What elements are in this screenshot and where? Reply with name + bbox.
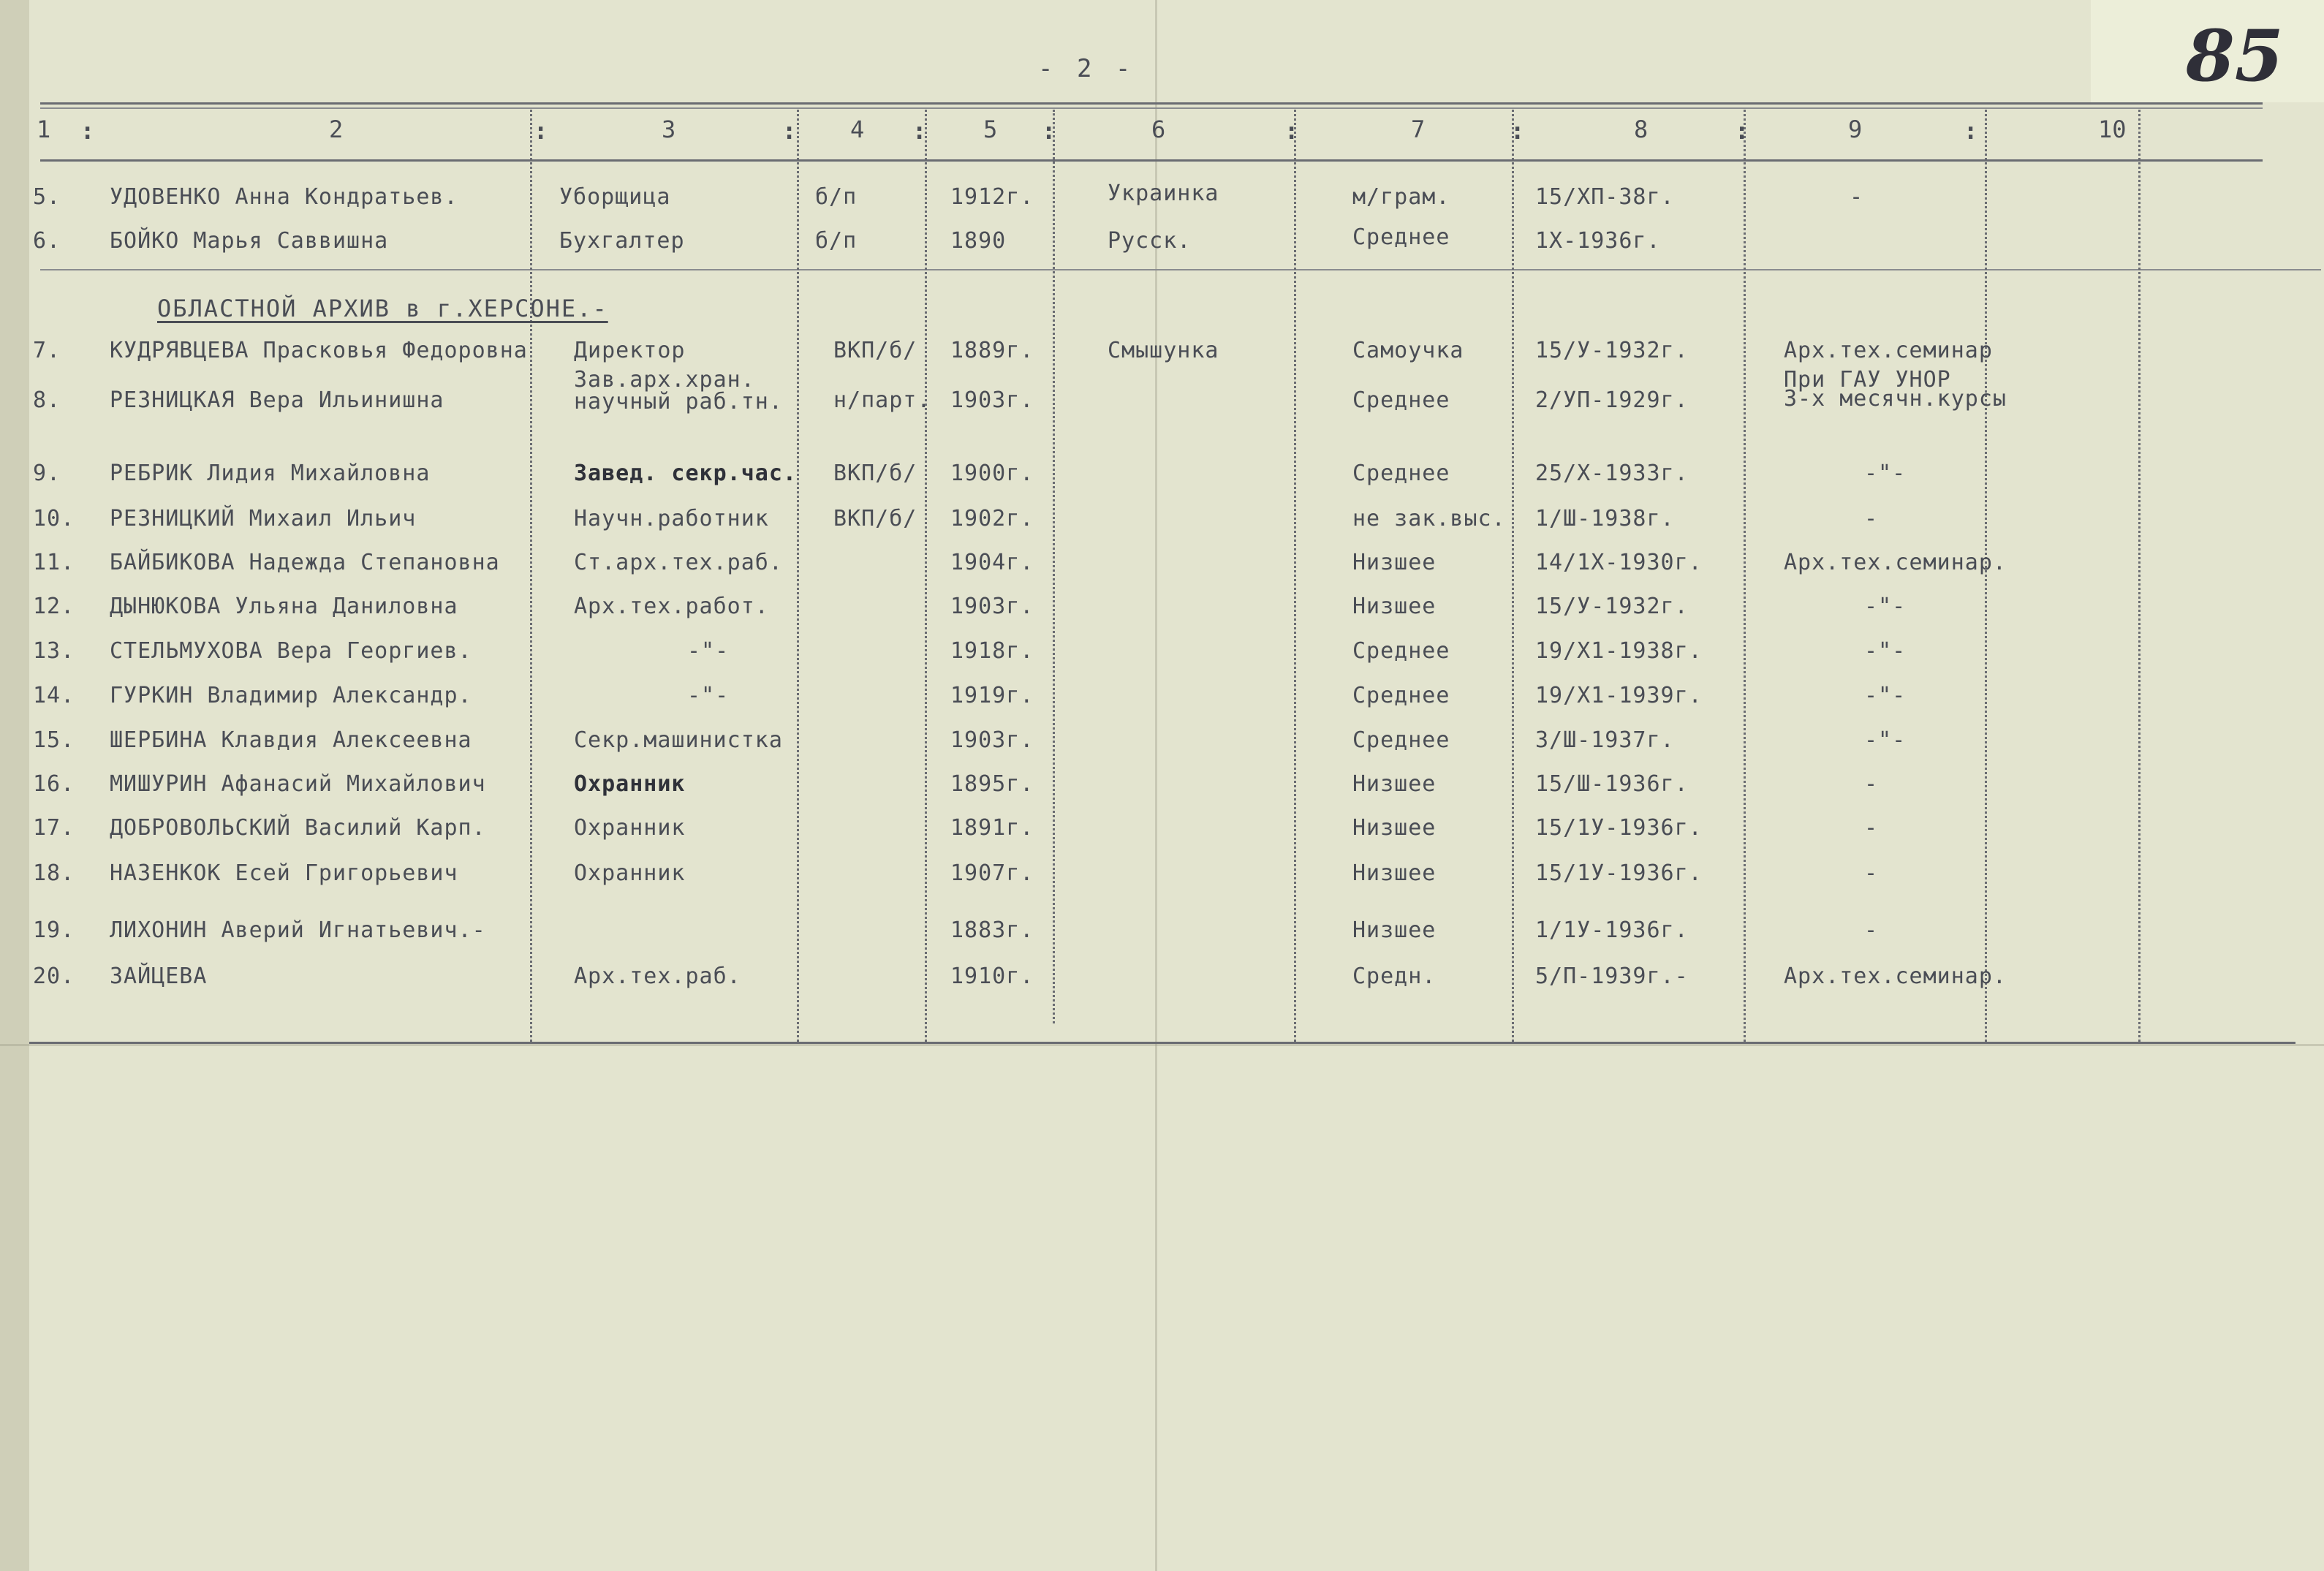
hire-date: 5/П-1939г.- (1535, 964, 1689, 989)
row-number: 5. (33, 184, 61, 210)
col-sep-8 (1985, 110, 1987, 1042)
birth-year: 1903г. (950, 727, 1034, 753)
person-name: СТЕЛЬМУХОВА Вера Георгиев. (110, 638, 472, 664)
hire-date: 2/УП-1929г. (1535, 387, 1689, 413)
birth-year: 1903г. (950, 387, 1034, 413)
page-number: - 2 - (1038, 54, 1135, 83)
party-membership: ВКП/б/ (833, 506, 917, 531)
header-colon: : (1042, 117, 1056, 145)
row-number: 10. (33, 506, 75, 531)
training: -"- (1864, 727, 1907, 753)
position: Бухгалтер (559, 228, 685, 254)
party-membership: б/п (815, 184, 858, 210)
birth-year: 1904г. (950, 550, 1034, 575)
education: Среднее (1352, 683, 1450, 708)
education: Низшее (1352, 860, 1437, 886)
person-name: УДОВЕНКО Анна Кондратьев. (110, 184, 458, 210)
birth-year: 1907г. (950, 860, 1034, 886)
person-name: ЛИХОНИН Аверий Игнатьевич.- (110, 917, 486, 943)
position: Зав.арх.хран. (574, 367, 755, 393)
col-sep-6 (1512, 110, 1514, 1042)
column-number-1: 1 (37, 116, 51, 143)
education: Низшее (1352, 917, 1437, 943)
row-number: 14. (33, 683, 75, 708)
column-number-4: 4 (850, 116, 865, 143)
hire-date: 15/1У-1936г. (1535, 860, 1703, 886)
training: - (1864, 860, 1879, 886)
position-line-2: научный раб.тн. (574, 389, 783, 414)
education: Низшее (1352, 815, 1437, 841)
header-colon: : (1510, 117, 1525, 145)
row-number: 17. (33, 815, 75, 841)
col-sep-1 (530, 110, 532, 1042)
position: -"- (687, 638, 730, 664)
training: -"- (1864, 638, 1907, 664)
hire-date: 1Х-1936г. (1535, 228, 1661, 254)
hire-date: 1/Ш-1938г. (1535, 506, 1675, 531)
education: Самоучка (1352, 338, 1464, 363)
hire-date: 15/1У-1936г. (1535, 815, 1703, 841)
education: Среднее (1352, 727, 1450, 753)
col-sep-7 (1744, 110, 1746, 1042)
education: не зак.выс. (1352, 506, 1506, 531)
header-colon: : (912, 117, 927, 145)
position: Директор (574, 338, 686, 363)
birth-year: 1919г. (950, 683, 1034, 708)
birth-year: 1889г. (950, 338, 1034, 363)
section-divider-rule (40, 269, 2321, 270)
col-sep-9 (2138, 110, 2141, 1042)
position: Охранник (574, 860, 686, 886)
hire-date: 3/Ш-1937г. (1535, 727, 1675, 753)
row-number: 18. (33, 860, 75, 886)
position: Арх.тех.работ. (574, 594, 769, 619)
nationality: Смышунка (1108, 338, 1219, 363)
row-number: 19. (33, 917, 75, 943)
hire-date: 15/Ш-1936г. (1535, 771, 1689, 797)
hire-date: 19/Х1-1939г. (1535, 683, 1703, 708)
training: - (1864, 815, 1879, 841)
education: Низшее (1352, 550, 1437, 575)
position: Охранник (574, 815, 686, 841)
party-membership: б/п (815, 228, 858, 254)
party-membership: ВКП/б/ (833, 461, 917, 486)
hire-date: 25/Х-1933г. (1535, 461, 1689, 486)
training: -"- (1864, 683, 1907, 708)
position: Научн.работник (574, 506, 769, 531)
birth-year: 1902г. (950, 506, 1034, 531)
column-number-5: 5 (983, 116, 998, 143)
column-number-9: 9 (1848, 116, 1863, 143)
col-sep-2 (797, 110, 799, 1042)
birth-year: 1912г. (950, 184, 1034, 210)
column-number-8: 8 (1634, 116, 1649, 143)
person-name: ДЫНЮКОВА Ульяна Даниловна (110, 594, 458, 619)
training: -"- (1864, 594, 1907, 619)
row-number: 6. (33, 228, 61, 254)
header-colon: : (534, 117, 548, 145)
hire-date: 15/XП-38г. (1535, 184, 1675, 210)
row-number: 9. (33, 461, 61, 486)
row-number: 15. (33, 727, 75, 753)
training: При ГАУ УНОР (1784, 367, 1951, 393)
column-number-3: 3 (662, 116, 676, 143)
col-sep-4 (1053, 110, 1055, 1023)
person-name: КУДРЯВЦЕВА Прасковья Федоровна (110, 338, 528, 363)
row-number: 11. (33, 550, 75, 575)
training: Арх.тех.семинар. (1784, 550, 2007, 575)
person-name: ШЕРБИНА Клавдия Алексеевна (110, 727, 472, 753)
person-name: ДОБРОВОЛЬСКИЙ Василий Карп. (110, 815, 486, 841)
position: Уборщица (559, 184, 671, 210)
education: Среднее (1352, 638, 1450, 664)
column-number-7: 7 (1411, 116, 1426, 143)
position: Охранник (574, 771, 686, 797)
birth-year: 1918г. (950, 638, 1034, 664)
birth-year: 1890 (950, 228, 1007, 254)
row-number: 12. (33, 594, 75, 619)
header-colon: : (1964, 117, 1978, 145)
party-membership: ВКП/б/ (833, 338, 917, 363)
header-colon: : (80, 117, 95, 145)
archive-sheet-mark: 85 (2186, 15, 2284, 97)
table-top-rule-2 (40, 107, 2263, 109)
horizontal-fold (0, 1044, 2324, 1046)
birth-year: 1903г. (950, 594, 1034, 619)
col-sep-5 (1294, 110, 1296, 1042)
training: - (1864, 506, 1879, 531)
person-name: ЗАЙЦЕВА (110, 964, 208, 989)
column-number-10: 10 (2098, 116, 2127, 143)
party-membership: н/парт. (833, 387, 931, 413)
education: Низшее (1352, 594, 1437, 619)
training: -"- (1864, 461, 1907, 486)
person-name: РЕЗНИЦКИЙ Михаил Ильич (110, 506, 417, 531)
col-sep-3 (925, 110, 927, 1042)
nationality: Украинка (1108, 181, 1219, 206)
column-number-6: 6 (1151, 116, 1166, 143)
training: - (1864, 917, 1879, 943)
table-bottom-rule (29, 1042, 2295, 1044)
person-name: РЕБРИК Лидия Михайловна (110, 461, 431, 486)
row-number: 20. (33, 964, 75, 989)
section-title: ОБЛАСТНОЙ АРХИВ в г.ХЕРСОНЕ.- (157, 295, 608, 322)
position: Секр.машинистка (574, 727, 783, 753)
training: - (1850, 184, 1864, 210)
table-top-rule (40, 102, 2263, 105)
header-colon: : (1735, 117, 1749, 145)
row-number: 7. (33, 338, 61, 363)
person-name: МИШУРИН Афанасий Михайлович (110, 771, 486, 797)
education: м/грам. (1352, 184, 1450, 210)
hire-date: 15/У-1932г. (1535, 594, 1689, 619)
birth-year: 1891г. (950, 815, 1034, 841)
person-name: БОЙКО Марья Саввишна (110, 228, 389, 254)
birth-year: 1900г. (950, 461, 1034, 486)
position: Завед. секр.час. (574, 461, 797, 486)
row-number: 16. (33, 771, 75, 797)
education: Среднее (1352, 387, 1450, 413)
hire-date: 15/У-1932г. (1535, 338, 1689, 363)
person-name: ГУРКИН Владимир Александр. (110, 683, 472, 708)
position: -"- (687, 683, 730, 708)
hire-date: 1/1У-1936г. (1535, 917, 1689, 943)
position: Арх.тех.раб. (574, 964, 741, 989)
training: Арх.тех.семинар (1784, 338, 1993, 363)
nationality: Русск. (1108, 228, 1192, 254)
row-number: 13. (33, 638, 75, 664)
person-name: РЕЗНИЦКАЯ Вера Ильинишна (110, 387, 444, 413)
birth-year: 1895г. (950, 771, 1034, 797)
education: Среднее (1352, 224, 1450, 250)
hire-date: 19/Х1-1938г. (1535, 638, 1703, 664)
person-name: НАЗЕНКОК Есей Григорьевич (110, 860, 458, 886)
training: - (1864, 771, 1879, 797)
header-colon: : (782, 117, 797, 145)
header-bottom-rule (40, 159, 2263, 162)
education: Среднее (1352, 461, 1450, 486)
header-colon: : (1284, 117, 1299, 145)
education: Средн. (1352, 964, 1437, 989)
person-name: БАЙБИКОВА Надежда Степановна (110, 550, 500, 575)
birth-year: 1883г. (950, 917, 1034, 943)
position: Ст.арх.тех.раб. (574, 550, 783, 575)
education: Низшее (1352, 771, 1437, 797)
hire-date: 14/1Х-1930г. (1535, 550, 1703, 575)
training-line-2: 3-х месячн.курсы (1784, 386, 2007, 412)
birth-year: 1910г. (950, 964, 1034, 989)
page-margin (0, 0, 29, 1571)
training: Арх.тех.семинар. (1784, 964, 2007, 989)
row-number: 8. (33, 387, 61, 413)
column-number-2: 2 (329, 116, 344, 143)
